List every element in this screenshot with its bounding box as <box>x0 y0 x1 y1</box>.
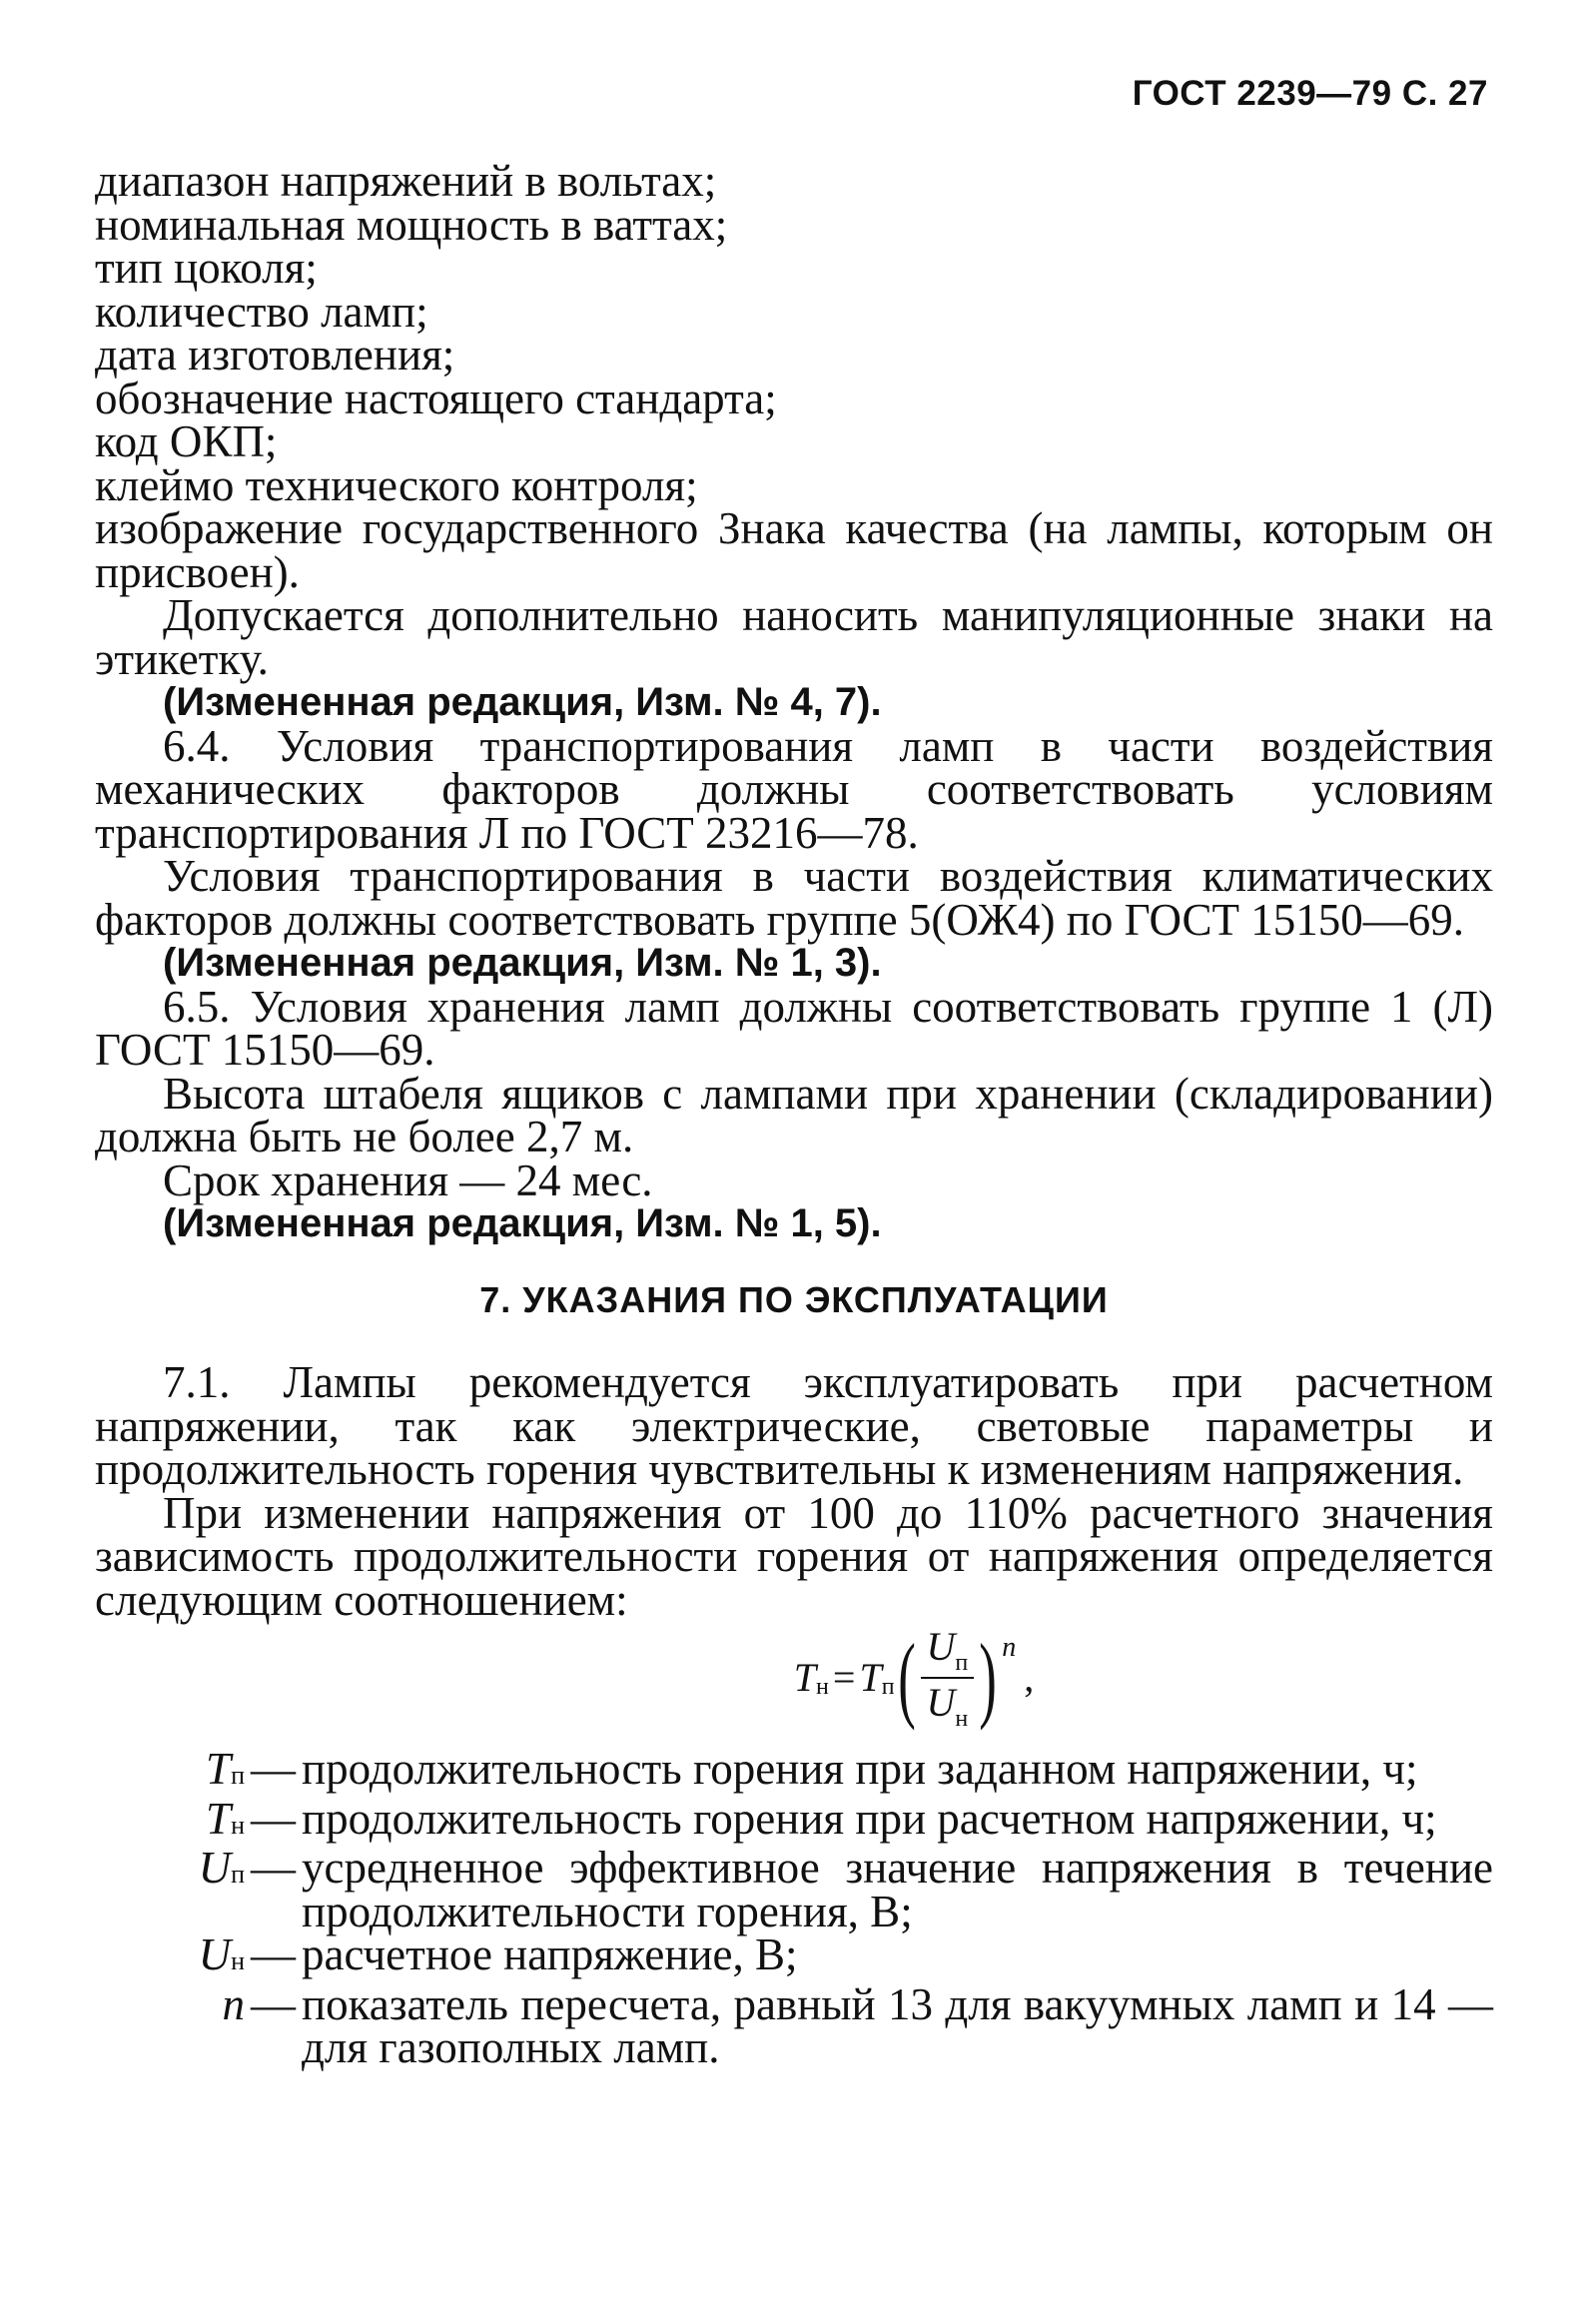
formula-exponent: n <box>1002 1632 1017 1664</box>
formula-rhs-sub: п <box>881 1674 895 1701</box>
paragraph-6-5: 6.5. Условия хранения ламп должны соответствовать группе 1 (Л) ГОСТ 15150—69. <box>95 981 1493 1075</box>
definition-symbol: U <box>198 1843 232 1893</box>
definition-text: продолжительность горения при расчетном напряжении, ч; <box>302 1793 1437 1844</box>
definition-dash: — <box>251 1744 296 1794</box>
paragraph-6-4-climatic: Условия транспортирования в части воздействия климатических факторов должны соответствовать группе 5(ОЖ4) по ГОСТ 15150—69. <box>95 851 1493 945</box>
definition-item <box>95 1929 1493 1983</box>
definition-dash: — <box>251 1793 296 1844</box>
formula-numerator: U <box>926 1623 956 1669</box>
definition-item <box>95 1793 1493 1848</box>
definition-text: расчетное напряжение, В; <box>302 1929 798 1979</box>
definitions-list <box>95 1744 1493 2072</box>
list-item: номинальная мощность в ваттах; <box>95 199 728 250</box>
paragraph-6-5-stack-height: Высота штабеля ящиков с лампами при хранении (складировании) должна быть не более 2,7 м. <box>95 1068 1493 1161</box>
formula-comma: , <box>1024 1655 1035 1701</box>
page-header: ГОСТ 2239—79 С. 27 <box>1132 74 1488 113</box>
definition-symbol-sub: н <box>231 1810 245 1840</box>
list-item: тип цоколя; <box>95 243 318 293</box>
definition-item <box>95 1978 1493 2072</box>
edition-note: (Измененная редакция, Изм. № 1, 3). <box>163 941 882 985</box>
list-item: дата изготовления; <box>95 330 455 380</box>
paragraph-6-4: 6.4. Условия транспортирования ламп в части воздействия механических факторов должны соответствовать условиям транспортирования Л по ГОСТ 23216—78. <box>95 720 1493 858</box>
formula-rhs: T <box>859 1655 882 1701</box>
formula-lhs-sub: н <box>816 1674 829 1701</box>
list-item: количество ламп; <box>95 286 428 337</box>
definition-symbol: T <box>206 1744 232 1794</box>
formula-denominator: U <box>926 1680 956 1725</box>
paragraph-extra-marks: Допускается дополнительно наносить манипуляционные знаки на этикетку. <box>95 590 1493 684</box>
paragraph-6-5-storage-term: Срок хранения — 24 мес. <box>163 1154 653 1205</box>
definition-symbol-sub: н <box>231 1946 245 1975</box>
edition-note: (Измененная редакция, Изм. № 1, 5). <box>163 1201 882 1245</box>
section-title: 7. УКАЗАНИЯ ПО ЭКСПЛУАТАЦИИ <box>479 1278 1109 1320</box>
definition-item <box>95 1843 1493 1936</box>
definition-dash: — <box>251 1978 296 2029</box>
definition-symbol: n <box>222 1978 245 2029</box>
definition-dash: — <box>251 1929 296 1979</box>
formula-denominator-sub: н <box>955 1706 969 1732</box>
paragraph-7-1: 7.1. Лампы рекомендуется эксплуатировать при расчетном напряжении, так как электрические, световые параметры и продолжительность горения чувствительны к изменениям напряжения. <box>95 1357 1493 1494</box>
right-paren: ) <box>979 1624 998 1731</box>
list-item: изображение государственного Знака качества (на лампы, которым он присвоен). <box>95 503 1493 597</box>
edition-note: (Измененная редакция, Изм. № 4, 7). <box>163 680 882 724</box>
definition-symbol: U <box>198 1929 232 1979</box>
formula <box>335 1623 1493 1732</box>
marking-list <box>95 156 1493 597</box>
list-item: диапазон напряжений в вольтах; <box>95 156 717 206</box>
definition-text: усредненное эффективное значение напряжения в течение продолжительности горения, В; <box>302 1843 1493 1936</box>
list-item: код ОКП; <box>95 416 278 466</box>
document-body <box>95 156 1493 2072</box>
definition-dash: — <box>251 1843 296 1893</box>
definition-item <box>95 1744 1493 1798</box>
left-paren: ( <box>897 1624 916 1731</box>
definition-symbol-sub: п <box>231 1761 245 1790</box>
definition-text: показатель пересчета, равный 13 для вакуумных ламп и 14 — для газополных ламп. <box>302 1978 1493 2072</box>
paragraph-7-1-relation: При изменении напряжения от 100 до 110% расчетного значения зависимость продолжительности горения от напряжения определяется следующим соотношением: <box>95 1487 1493 1625</box>
list-item: клеймо технического контроля; <box>95 459 698 510</box>
formula-lhs: T <box>793 1655 817 1701</box>
formula-equals: = <box>832 1655 856 1701</box>
formula-fraction <box>921 1625 975 1732</box>
list-item: обозначение настоящего стандарта; <box>95 373 777 423</box>
definition-symbol: T <box>206 1793 232 1844</box>
formula-numerator-sub: п <box>955 1649 969 1676</box>
definition-text: продолжительность горения при заданном напряжении, ч; <box>302 1744 1418 1794</box>
definition-symbol-sub: п <box>231 1860 245 1889</box>
